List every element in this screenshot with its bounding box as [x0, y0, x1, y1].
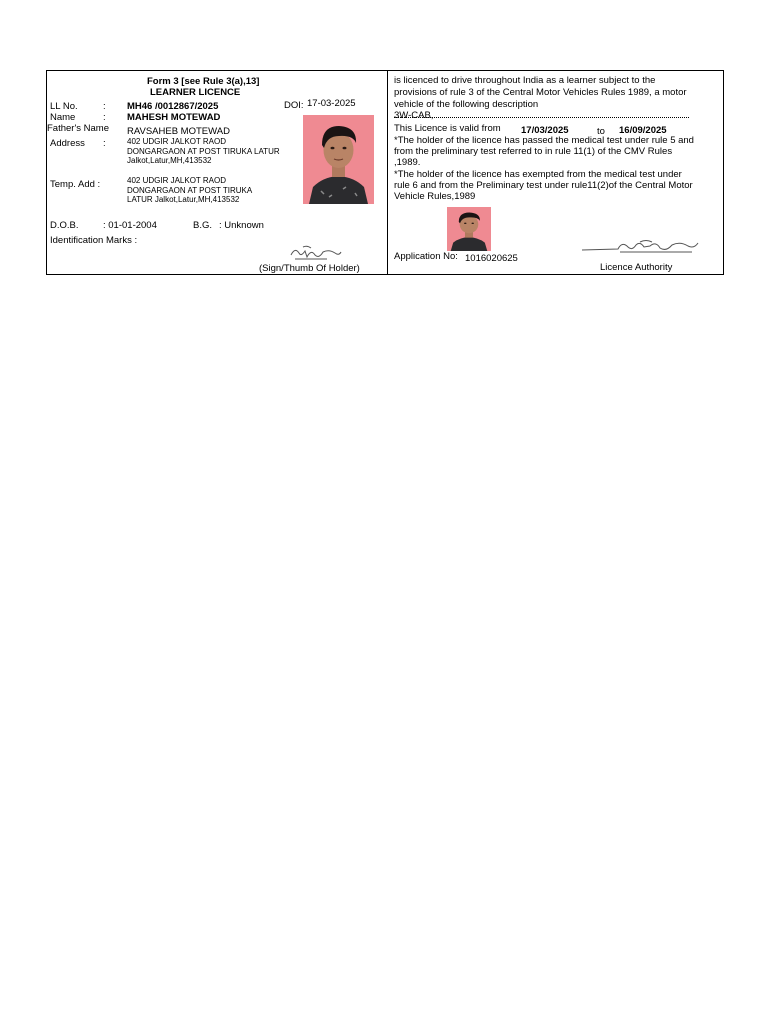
learner-licence-card	[46, 70, 724, 275]
intro-line-2: provisions of rule 3 of the Central Motor Vehicles Rules 1989, a motor	[394, 87, 687, 98]
dob-value: : 01-01-2004	[103, 220, 157, 231]
father-name-value: RAVSAHEB MOTEWAD	[127, 126, 230, 137]
address-line-1: 402 UDGIR JALKOT RAOD	[127, 137, 226, 146]
valid-from-date: 17/03/2025	[521, 125, 569, 136]
valid-to-label: to	[597, 126, 605, 137]
signature-icon	[285, 243, 345, 263]
holder-name: MAHESH MOTEWAD	[127, 112, 221, 123]
ll-no-colon: :	[103, 101, 106, 112]
holder-photo-small	[447, 207, 491, 251]
note1-line-2: from the preliminary test referred to in rule 11(1) of the CMV Rules	[394, 146, 673, 157]
address-line-3: Jalkot,Latur,MH,413532	[127, 156, 212, 165]
note2-line-3: Vehicle Rules,1989	[394, 191, 476, 202]
address-colon: :	[103, 138, 106, 149]
address-line-2: DONGARGAON AT POST TIRUKA LATUR	[127, 146, 280, 156]
name-label: Name	[50, 112, 76, 123]
sign-thumb-caption: (Sign/Thumb Of Holder)	[259, 263, 360, 274]
ll-no-label: LL No.	[50, 101, 78, 112]
ll-no-value: MH46 /0012867/2025	[127, 101, 219, 112]
person-photo-icon	[303, 115, 374, 204]
application-no-value: 1016020625	[465, 253, 518, 264]
doi-label: DOI:	[284, 100, 304, 111]
holder-signature	[285, 243, 345, 263]
licence-authority-label: Licence Authority	[600, 262, 673, 273]
identification-marks-label: Identification Marks :	[50, 235, 138, 246]
form-line: Form 3 [see Rule 3(a),13]	[147, 76, 260, 87]
temp-address-line-2: DONGARGAON AT POST TIRUKA	[127, 185, 253, 195]
temp-address-label: Temp. Add :	[50, 179, 101, 190]
card-divider	[387, 71, 388, 274]
authority-signature-icon	[580, 237, 702, 257]
name-colon: :	[103, 112, 106, 123]
temp-address-line-1: 402 UDGIR JALKOT RAOD	[127, 176, 226, 185]
valid-from-label: This Licence is valid from	[394, 123, 501, 134]
intro-line-1: is licenced to drive throughout India as a learner subject to the	[394, 75, 656, 86]
dotted-rule	[394, 117, 689, 118]
person-photo-small-icon	[447, 207, 491, 251]
application-no-label: Application No:	[394, 251, 458, 262]
vehicle-class: 3W-CAB,	[394, 110, 434, 121]
holder-photo	[303, 115, 374, 204]
blood-group-label: B.G.	[193, 220, 213, 231]
licence-title: LEARNER LICENCE	[150, 87, 241, 98]
note1-line-1: *The holder of the licence has passed the medical test under rule 5 and	[394, 135, 694, 146]
father-name-label: Father's Name	[47, 123, 110, 134]
blood-group-value: : Unknown	[219, 220, 264, 231]
address-label: Address	[50, 138, 85, 149]
valid-to-date: 16/09/2025	[619, 125, 667, 136]
note2-line-1: *The holder of the licence has exempted from the medical test under	[394, 169, 682, 180]
note1-line-3: ,1989.	[394, 157, 421, 168]
doi-value: 17-03-2025	[307, 98, 356, 109]
dob-label: D.O.B.	[50, 220, 79, 231]
temp-address-line-3: LATUR Jalkot,Latur,MH,413532	[127, 195, 240, 204]
intro-line-3: vehicle of the following description	[394, 99, 539, 110]
authority-signature	[580, 237, 702, 257]
note2-line-2: rule 6 and from the Preliminary test under rule11(2)of the Central Motor	[394, 180, 693, 191]
